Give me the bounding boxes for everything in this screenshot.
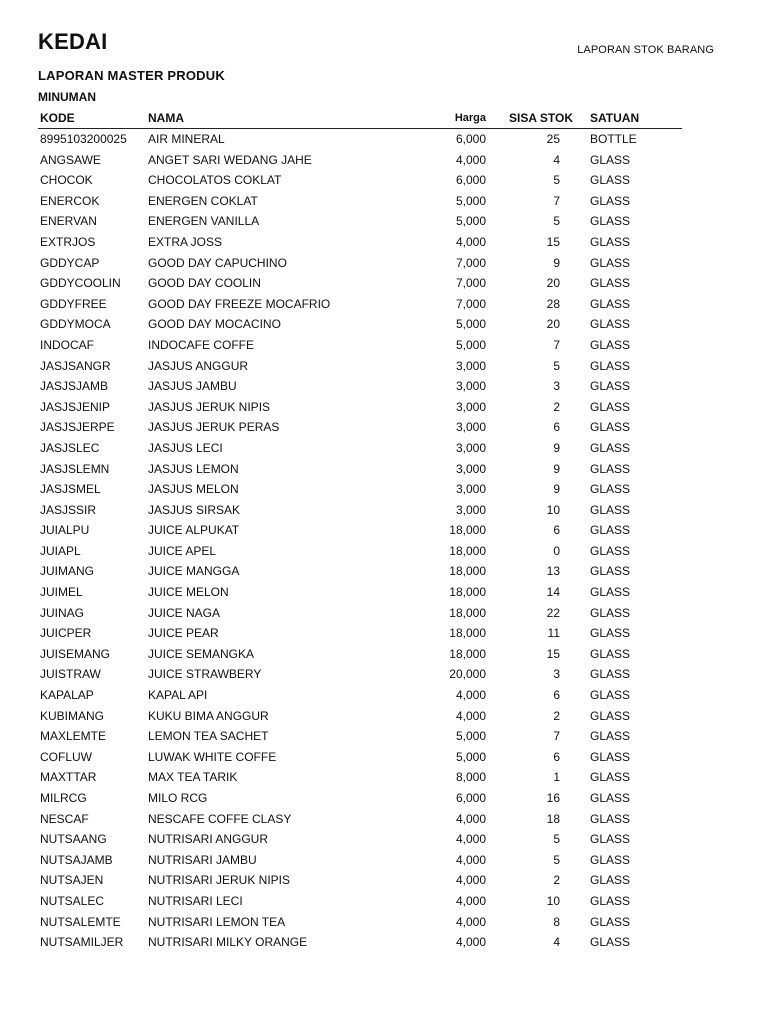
cell-harga: 4,000: [455, 852, 486, 867]
cell-satuan: GLASS: [590, 502, 631, 517]
cell-harga: 4,000: [455, 935, 486, 950]
cell-satuan: GLASS: [590, 523, 631, 538]
cell-sisa-stok: 5: [553, 173, 560, 188]
table-body: [38, 129, 682, 953]
cell-nama: KUKU BIMA ANGGUR: [148, 708, 269, 723]
cell-sisa-stok: 10: [546, 893, 560, 908]
cell-kode: EXTRJOS: [40, 234, 96, 249]
cell-harga: 4,000: [455, 688, 486, 703]
cell-sisa-stok: 22: [546, 605, 560, 620]
cell-kode: JASJSLEC: [40, 440, 100, 455]
cell-satuan: GLASS: [590, 893, 631, 908]
cell-kode: COFLUW: [40, 749, 92, 764]
cell-harga: 18,000: [449, 585, 486, 600]
table-row: [38, 603, 682, 624]
cell-satuan: GLASS: [590, 832, 631, 847]
cell-satuan: GLASS: [590, 399, 631, 414]
cell-harga: 5,000: [455, 193, 486, 208]
cell-satuan: GLASS: [590, 543, 631, 558]
cell-nama: NESCAFE COFFE CLASY: [148, 811, 292, 826]
cell-harga: 18,000: [449, 646, 486, 661]
table-row: [38, 788, 682, 809]
cell-nama: JASJUS LEMON: [148, 461, 239, 476]
cell-satuan: GLASS: [590, 152, 631, 167]
cell-sisa-stok: 5: [553, 358, 560, 373]
cell-kode: JUIALPU: [40, 523, 90, 538]
cell-harga: 7,000: [455, 255, 486, 270]
cell-sisa-stok: 2: [553, 873, 560, 888]
cell-satuan: GLASS: [590, 667, 631, 682]
cell-satuan: GLASS: [590, 296, 631, 311]
cell-harga: 8,000: [455, 770, 486, 785]
cell-sisa-stok: 4: [553, 935, 560, 950]
table-row: [38, 232, 682, 253]
cell-nama: JUICE MELON: [148, 585, 229, 600]
cell-kode: JASJSMEL: [40, 482, 101, 497]
cell-satuan: GLASS: [590, 791, 631, 805]
table-row: [38, 685, 682, 706]
cell-satuan: GLASS: [590, 811, 631, 826]
cell-sisa-stok: 6: [553, 749, 560, 764]
cell-satuan: GLASS: [590, 708, 631, 723]
cell-kode: GDDYMOCA: [40, 317, 111, 332]
cell-sisa-stok: 9: [553, 255, 560, 270]
cell-harga: 4,000: [455, 873, 486, 888]
cell-kode: 8995103200025: [40, 132, 127, 146]
cell-kode: NUTSAJAMB: [40, 852, 113, 867]
cell-harga: 3,000: [455, 420, 486, 435]
cell-nama: KAPAL API: [148, 688, 208, 703]
cell-kode: CHOCOK: [40, 173, 93, 188]
cell-sisa-stok: 8: [553, 914, 560, 929]
cell-satuan: GLASS: [590, 605, 631, 620]
cell-harga: 6,000: [455, 173, 486, 188]
cell-satuan: GLASS: [590, 626, 631, 641]
cell-kode: KUBIMANG: [40, 708, 105, 723]
cell-sisa-stok: 6: [553, 688, 560, 703]
cell-nama: ANGET SARI WEDANG JAHE: [148, 152, 312, 167]
table-row: [38, 726, 682, 747]
cell-nama: EXTRA JOSS: [148, 234, 223, 249]
cell-nama: JUICE MANGGA: [148, 564, 240, 579]
cell-harga: 7,000: [455, 296, 486, 311]
cell-sisa-stok: 20: [546, 317, 560, 332]
cell-sisa-stok: 0: [553, 543, 560, 558]
cell-nama: GOOD DAY CAPUCHINO: [148, 255, 287, 270]
cell-harga: 5,000: [455, 749, 486, 764]
cell-nama: MAX TEA TARIK: [148, 770, 238, 785]
cell-harga: 4,000: [455, 234, 486, 249]
cell-nama: LEMON TEA SACHET: [148, 729, 269, 744]
cell-satuan: GLASS: [590, 482, 631, 497]
cell-satuan: GLASS: [590, 234, 631, 249]
cell-kode: ENERCOK: [40, 193, 100, 208]
cell-sisa-stok: 16: [546, 791, 560, 805]
cell-kode: JUIAPL: [40, 543, 81, 558]
cell-nama: JASJUS LECI: [148, 440, 223, 455]
cell-kode: JUICPER: [40, 626, 92, 641]
cell-nama: NUTRISARI MILKY ORANGE: [148, 935, 308, 950]
table-row: [38, 623, 682, 644]
cell-harga: 4,000: [455, 152, 486, 167]
table-row: [38, 417, 682, 438]
product-table: [38, 108, 682, 953]
cell-nama: JASJUS JERUK PERAS: [148, 420, 280, 435]
cell-sisa-stok: 15: [546, 234, 560, 249]
cell-sisa-stok: 3: [553, 379, 560, 394]
report-title: LAPORAN MASTER PRODUK: [38, 68, 225, 83]
cell-kode: NUTSAANG: [40, 832, 107, 847]
cell-harga: 18,000: [449, 564, 486, 579]
cell-sisa-stok: 28: [546, 296, 560, 311]
cell-satuan: GLASS: [590, 214, 631, 229]
cell-nama: ENERGEN COKLAT: [148, 193, 258, 208]
cell-kode: NESCAF: [40, 811, 89, 826]
table-row: [38, 644, 682, 665]
cell-kode: JUISTRAW: [40, 667, 101, 682]
table-row: [38, 129, 682, 150]
cell-satuan: GLASS: [590, 358, 631, 373]
cell-satuan: GLASS: [590, 914, 631, 929]
cell-nama: CHOCOLATOS COKLAT: [148, 173, 282, 188]
cell-satuan: GLASS: [590, 420, 631, 435]
cell-satuan: GLASS: [590, 852, 631, 867]
cell-sisa-stok: 6: [553, 420, 560, 435]
cell-nama: ENERGEN VANILLA: [148, 214, 260, 229]
cell-sisa-stok: 2: [553, 399, 560, 414]
table-row: [38, 314, 682, 335]
table-row: [38, 438, 682, 459]
table-row: [38, 376, 682, 397]
cell-harga: 20,000: [449, 667, 486, 682]
cell-sisa-stok: 7: [553, 337, 560, 352]
cell-satuan: GLASS: [590, 935, 631, 950]
cell-kode: KAPALAP: [40, 688, 94, 703]
table-row: [38, 335, 682, 356]
cell-sisa-stok: 10: [546, 502, 560, 517]
table-row: [38, 912, 682, 933]
cell-kode: INDOCAF: [40, 337, 94, 352]
cell-sisa-stok: 5: [553, 214, 560, 229]
cell-nama: GOOD DAY MOCACINO: [148, 317, 281, 332]
cell-harga: 5,000: [455, 214, 486, 229]
table-row: [38, 170, 682, 191]
cell-nama: JASJUS ANGGUR: [148, 358, 249, 373]
cell-kode: JASJSLEMN: [40, 461, 110, 476]
table-row: [38, 253, 682, 274]
table-row: [38, 870, 682, 891]
cell-satuan: BOTTLE: [590, 132, 637, 146]
cell-harga: 3,000: [455, 379, 486, 394]
cell-sisa-stok: 3: [553, 667, 560, 682]
cell-harga: 7,000: [455, 276, 486, 291]
cell-kode: JUIMANG: [40, 564, 94, 579]
report-type: LAPORAN STOK BARANG: [577, 44, 714, 56]
cell-satuan: GLASS: [590, 337, 631, 352]
cell-sisa-stok: 6: [553, 523, 560, 538]
cell-sisa-stok: 9: [553, 482, 560, 497]
column-header-sisa-stok: SISA STOK: [508, 111, 573, 125]
cell-kode: JUIMEL: [40, 585, 83, 600]
cell-nama: NUTRISARI ANGGUR: [148, 832, 269, 847]
cell-harga: 5,000: [455, 729, 486, 744]
cell-kode: ENERVAN: [40, 214, 97, 229]
table-row: [38, 191, 682, 212]
cell-harga: 3,000: [455, 482, 486, 497]
store-name: KEDAI: [38, 29, 108, 54]
cell-harga: 18,000: [449, 626, 486, 641]
cell-nama: JASJUS MELON: [148, 482, 239, 497]
table-row: [38, 479, 682, 500]
cell-sisa-stok: 9: [553, 440, 560, 455]
cell-harga: 5,000: [455, 317, 486, 332]
cell-kode: JASJSSIR: [40, 502, 97, 517]
cell-sisa-stok: 13: [546, 564, 560, 579]
cell-sisa-stok: 7: [553, 729, 560, 744]
cell-satuan: GLASS: [590, 646, 631, 661]
cell-nama: JUICE APEL: [148, 543, 217, 558]
category-label: MINUMAN: [38, 90, 96, 104]
cell-sisa-stok: 5: [553, 832, 560, 847]
column-header-kode: KODE: [40, 111, 75, 125]
cell-satuan: GLASS: [590, 440, 631, 455]
cell-harga: 18,000: [449, 543, 486, 558]
cell-sisa-stok: 11: [547, 626, 560, 641]
cell-sisa-stok: 2: [553, 708, 560, 723]
cell-nama: AIR MINERAL: [148, 132, 225, 146]
cell-harga: 4,000: [455, 832, 486, 847]
cell-kode: JASJSJERPE: [40, 420, 115, 435]
cell-harga: 18,000: [449, 605, 486, 620]
cell-nama: MILO RCG: [148, 791, 208, 805]
table-row: [38, 891, 682, 912]
cell-satuan: GLASS: [590, 461, 631, 476]
table-row: [38, 706, 682, 727]
cell-satuan: GLASS: [590, 317, 631, 332]
column-header-nama: NAMA: [148, 111, 184, 125]
cell-satuan: GLASS: [590, 193, 631, 208]
cell-satuan: GLASS: [590, 379, 631, 394]
table-row: [38, 809, 682, 830]
table-row: [38, 767, 682, 788]
cell-harga: 4,000: [455, 914, 486, 929]
cell-kode: NUTSALEC: [40, 893, 105, 908]
cell-nama: NUTRISARI JAMBU: [148, 852, 257, 867]
table-row: [38, 582, 682, 603]
cell-satuan: GLASS: [590, 688, 631, 703]
cell-kode: MAXLEMTE: [40, 729, 107, 744]
table-row: [38, 211, 682, 232]
column-header-satuan: SATUAN: [590, 111, 640, 125]
cell-nama: JASJUS SIRSAK: [148, 502, 241, 517]
cell-satuan: GLASS: [590, 585, 631, 600]
cell-sisa-stok: 14: [546, 585, 560, 600]
cell-kode: JASJSANGR: [40, 358, 111, 373]
cell-satuan: GLASS: [590, 729, 631, 744]
cell-satuan: GLASS: [590, 749, 631, 764]
cell-sisa-stok: 4: [553, 152, 560, 167]
table-row: [38, 397, 682, 418]
cell-kode: JUINAG: [40, 605, 85, 620]
table-row: [38, 829, 682, 850]
cell-satuan: GLASS: [590, 255, 631, 270]
cell-nama: JASJUS JERUK NIPIS: [148, 399, 271, 414]
cell-nama: JUICE NAGA: [148, 605, 221, 620]
table-row: [38, 150, 682, 171]
cell-harga: 3,000: [455, 399, 486, 414]
cell-nama: NUTRISARI LEMON TEA: [148, 914, 286, 929]
cell-harga: 5,000: [455, 337, 486, 352]
table-row: [38, 459, 682, 480]
cell-nama: NUTRISARI LECI: [148, 893, 243, 908]
cell-sisa-stok: 9: [553, 461, 560, 476]
cell-nama: INDOCAFE COFFE: [148, 337, 255, 352]
cell-sisa-stok: 15: [546, 646, 560, 661]
table-row: [38, 273, 682, 294]
cell-kode: JASJSJAMB: [40, 379, 109, 394]
table-row: [38, 850, 682, 871]
cell-kode: GDDYCOOLIN: [40, 276, 121, 291]
cell-nama: JUICE STRAWBERY: [148, 667, 262, 682]
cell-kode: NUTSAMILJER: [40, 935, 124, 950]
cell-harga: 3,000: [455, 502, 486, 517]
cell-kode: MILRCG: [40, 791, 87, 805]
cell-nama: GOOD DAY COOLIN: [148, 276, 261, 291]
cell-harga: 4,000: [455, 893, 486, 908]
cell-sisa-stok: 18: [546, 811, 560, 826]
cell-kode: MAXTTAR: [40, 770, 97, 785]
cell-kode: NUTSAJEN: [40, 873, 104, 888]
cell-satuan: GLASS: [590, 770, 631, 785]
table-row: [38, 541, 682, 562]
cell-kode: JUISEMANG: [40, 646, 111, 661]
cell-sisa-stok: 7: [553, 193, 560, 208]
cell-nama: JUICE PEAR: [148, 626, 219, 641]
table-row: [38, 932, 682, 953]
table-row: [38, 356, 682, 377]
cell-nama: JUICE ALPUKAT: [148, 523, 240, 538]
cell-kode: GDDYCAP: [40, 255, 100, 270]
cell-kode: JASJSJENIP: [40, 399, 111, 414]
cell-harga: 3,000: [455, 440, 486, 455]
cell-kode: NUTSALEMTE: [40, 914, 121, 929]
cell-harga: 4,000: [455, 811, 486, 826]
cell-satuan: GLASS: [590, 564, 631, 579]
cell-kode: ANGSAWE: [40, 152, 101, 167]
cell-harga: 3,000: [455, 358, 486, 373]
cell-sisa-stok: 1: [553, 770, 560, 785]
cell-satuan: GLASS: [590, 873, 631, 888]
cell-harga: 3,000: [455, 461, 486, 476]
cell-sisa-stok: 5: [553, 852, 560, 867]
cell-sisa-stok: 20: [546, 276, 560, 291]
table-row: [38, 664, 682, 685]
cell-nama: GOOD DAY FREEZE MOCAFRIO: [148, 296, 331, 311]
table-header-row: [38, 108, 682, 129]
table-row: [38, 747, 682, 768]
cell-kode: GDDYFREE: [40, 296, 107, 311]
cell-harga: 6,000: [455, 132, 486, 146]
table-row: [38, 294, 682, 315]
cell-nama: NUTRISARI JERUK NIPIS: [148, 873, 291, 888]
cell-harga: 4,000: [455, 708, 486, 723]
cell-satuan: GLASS: [590, 276, 631, 291]
cell-harga: 6,000: [455, 791, 486, 805]
table-row: [38, 520, 682, 541]
table-row: [38, 561, 682, 582]
column-header-harga: Harga: [454, 112, 486, 124]
cell-satuan: GLASS: [590, 173, 631, 188]
cell-nama: JUICE SEMANGKA: [148, 646, 255, 661]
cell-nama: LUWAK WHITE COFFE: [148, 749, 277, 764]
cell-nama: JASJUS JAMBU: [148, 379, 237, 394]
cell-sisa-stok: 25: [546, 132, 560, 146]
table-row: [38, 500, 682, 521]
cell-harga: 18,000: [449, 523, 486, 538]
